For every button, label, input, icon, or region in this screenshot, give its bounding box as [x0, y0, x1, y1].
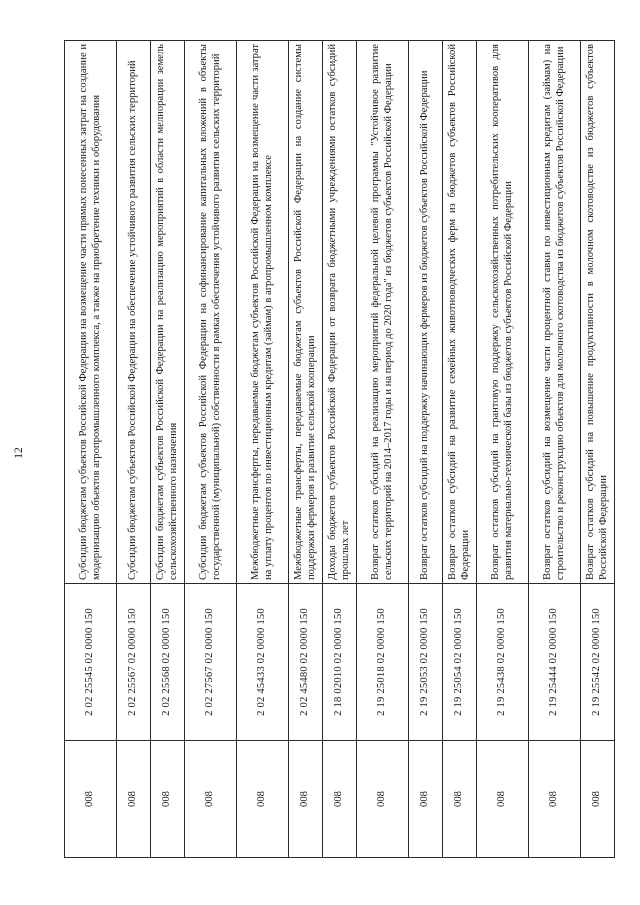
- admin-code-cell: 008: [581, 741, 615, 858]
- table-row: [185, 41, 237, 858]
- budget-classification-code-cell: 2 19 25542 02 0000 150: [581, 584, 615, 741]
- revenue-name-cell: Возврат остатков субсидий на реализацию мероприятий федеральной целевой программы "Устойчивое развитие сельских территорий на 2014–2017 годы и на период до 2020 года" из бюджетов субъектов Российской Федерации: [357, 41, 409, 584]
- budget-classification-code-cell: 2 02 25567 02 0000 150: [117, 584, 151, 741]
- table-row: [237, 41, 289, 858]
- table-row: [443, 41, 477, 858]
- table-row: [289, 41, 323, 858]
- budget-classification-code-cell: 2 19 25053 02 0000 150: [409, 584, 443, 741]
- admin-code-cell: 008: [409, 741, 443, 858]
- budget-classification-code-cell: 2 19 25018 02 0000 150: [357, 584, 409, 741]
- table-row: [581, 41, 615, 858]
- revenue-name-cell: Субсидии бюджетам субъектов Российской Федерации на софинансирование капитальных вложений в объекты государственной (муниципальной) собственности в рамках обеспечения устойчивого развития сельских территорий: [185, 41, 237, 584]
- revenue-name-cell: Доходы бюджетов субъектов Российской Федерации от возврата бюджетными учреждениями остатков субсидий прошлых лет: [323, 41, 357, 584]
- budget-classification-code-cell: 2 18 02010 02 0000 150: [323, 584, 357, 741]
- admin-code-cell: 008: [529, 741, 581, 858]
- admin-code-cell: 008: [477, 741, 529, 858]
- revenue-name-cell: Межбюджетные трансферты, передаваемые бюджетам субъектов Российской Федерации на возмещение части затрат на уплату процентов по инвестиционным кредитам (займам) в агропромышленном комплексе: [237, 41, 289, 584]
- revenue-name-cell: Возврат остатков субсидий на возмещение части процентной ставки по инвестиционным кредитам (займам) на строительство и реконструкцию объектов для молочного скотоводства из бюджетов субъектов Российской Федерации: [529, 41, 581, 584]
- revenue-name-cell: Возврат остатков субсидий на развитие семейных животноводческих ферм из бюджетов субъектов Российской Федерации: [443, 41, 477, 584]
- revenue-name-cell: Субсидии бюджетам субъектов Российской Федерации на реализацию мероприятий в области мелиорации земель сельскохозяйственного назначения: [151, 41, 185, 584]
- budget-classification-code-cell: 2 19 25054 02 0000 150: [443, 584, 477, 741]
- revenue-name-cell: Субсидии бюджетам субъектов Российской Федерации на обеспечение устойчивого развития сельских территорий: [117, 41, 151, 584]
- table-row: [357, 41, 409, 858]
- admin-code-cell: 008: [237, 741, 289, 858]
- admin-code-cell: 008: [443, 741, 477, 858]
- admin-code-cell: 008: [151, 741, 185, 858]
- document-page: [64, 40, 609, 858]
- admin-code-cell: 008: [323, 741, 357, 858]
- table-row: [117, 41, 151, 858]
- budget-classification-code-cell: 2 19 25444 02 0000 150: [529, 584, 581, 741]
- revenue-codes-table: [64, 40, 615, 858]
- admin-code-cell: 008: [65, 741, 117, 858]
- budget-classification-code-cell: 2 19 25438 02 0000 150: [477, 584, 529, 741]
- table-row: [409, 41, 443, 858]
- table-row: [65, 41, 117, 858]
- admin-code-cell: 008: [185, 741, 237, 858]
- budget-classification-code-cell: 2 02 45480 02 0000 150: [289, 584, 323, 741]
- revenue-name-cell: Возврат остатков субсидий на поддержку начинающих фермеров из бюджетов субъектов Российской Федерации: [409, 41, 443, 584]
- budget-classification-code-cell: 2 02 27567 02 0000 150: [185, 584, 237, 741]
- table-row: [151, 41, 185, 858]
- table-row: [323, 41, 357, 858]
- page-number: 12: [13, 447, 25, 459]
- budget-classification-code-cell: 2 02 25545 02 0000 150: [65, 584, 117, 741]
- admin-code-cell: 008: [357, 741, 409, 858]
- budget-classification-code-cell: 2 02 25568 02 0000 150: [151, 584, 185, 741]
- revenue-name-cell: Возврат остатков субсидий на грантовую поддержку сельскохозяйственных потребительских кооперативов для развития материально-технической базы из бюджетов субъектов Российской Федерации: [477, 41, 529, 584]
- admin-code-cell: 008: [289, 741, 323, 858]
- table-row: [477, 41, 529, 858]
- admin-code-cell: 008: [117, 741, 151, 858]
- budget-classification-code-cell: 2 02 45433 02 0000 150: [237, 584, 289, 741]
- revenue-name-cell: Возврат остатков субсидий на повышение продуктивности в молочном скотоводстве из бюджетов субъектов Российской Федерации: [581, 41, 615, 584]
- table-row: [529, 41, 581, 858]
- revenue-name-cell: Межбюджетные трансферты, передаваемые бюджетам субъектов Российской Федерации на создание системы поддержки фермеров и развитие сельской кооперации: [289, 41, 323, 584]
- revenue-name-cell: Субсидии бюджетам субъектов Российской Федерации на возмещение части прямых понесенных затрат на создание и модернизацию объектов агропромышленного комплекса, а также на приобретение техники и оборудования: [65, 41, 117, 584]
